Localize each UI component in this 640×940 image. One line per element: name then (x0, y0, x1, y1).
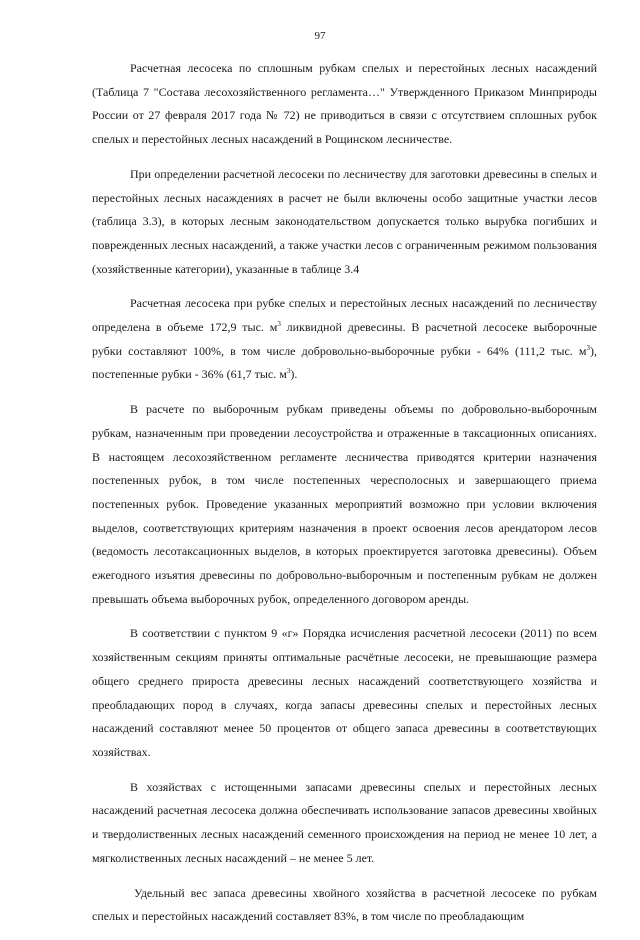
page-number: 97 (314, 30, 326, 42)
paragraph-7: Удельный вес запаса древесины хвойного хозяйства в расчетной лесосеке по рубкам спелых и перестойных насаждений составляет 83%, в том числе по преобладающим (92, 885, 597, 924)
paragraph-3-text: Расчетная лесосека при рубке спелых и перестойных лесных насаждений по лесничеству определена в объеме 172,9 тыс. м (92, 296, 597, 335)
paragraph-3-text: ). (290, 367, 298, 382)
paragraph-3-text: ликвидной древесины. В расчетной лесосеке выборочные рубки составляют 100%, в том числе добровольно-выборочные рубки - 64% (111,2 тыс. м (92, 320, 597, 358)
paragraph-3 (92, 292, 597, 387)
superscript-cube: 3 (586, 343, 590, 352)
superscript-cube: 3 (277, 320, 281, 329)
paragraph-5: В соответствии с пунктом 9 «г» Порядка исчисления расчетной лесосеки (2011) по всем хозяйственным секциям приняты оптимальные расчётные лесосеки, не превышающие размера общего среднего прироста древесины лесных насаждений соответствующего хозяйства и преобладающих пород в случаях, когда запасы древесины спелых и перестойных лесных насаждений составляют менее 50 процентов от общего запаса древесины в соответствующих хозяйствах. (92, 626, 597, 759)
superscript-cube: 3 (286, 367, 291, 376)
paragraph-4: В расчете по выборочным рубкам приведены объемы по добровольно-выборочным рубкам, назначенным при проведении лесоустройства и отраженные в таксационных описаниях. В настоящем лесохозяйственном регламенте лесничества приводятся критерии назначения постепенных рубок, в том числе постепенных чересполосных и завершающего приема постепенных рубок. Проведение указанных мероприятий возможно при условии включения выделов, соответствующих критериям назначения в проект освоения лесов арендатором лесов (ведомость лесотаксационных выделов, в которых проектируется заготовка древесины). Объем ежегодного изъятия древесины по добровольно-выборочным и постепенным рубкам не должен превышать объема выборочных рубок, определенного договором аренды. (92, 402, 597, 606)
paragraph-6: В хозяйствах с истощенными запасами древесины спелых и перестойных лесных насаждений расчетная лесосека должна обеспечивать использование запасов древесины хвойных и твердолиственных лесных насаждений семенного происхождения на период не менее 10 лет, а мягколиственных лесных насаждений – не менее 5 лет. (92, 779, 597, 865)
paragraph-1: Расчетная лесосека по сплошным рубкам спелых и перестойных лесных насаждений (Таблица 7 "Состава лесохозяйственного регламента…" Утвержденного Приказом Минприроды России от 27 февраля 2017 года № 72) не приводиться в связи с отсутствием сплошных рубок спелых и перестойных лесных насаждений в Рощинском лесничестве. (92, 61, 597, 147)
paragraph-2: При определении расчетной лесосеки по лесничеству для заготовки древесины в спелых и перестойных лесных насаждениях в расчет не были включены особо защитные участки лесов (таблица 3.3), в которых лесным законодательством допускается только вырубка погибших и поврежденных лесных насаждений, а также участки лесов с ограниченным режимом пользования (хозяйственные категории), указанные в таблице 3.4 (92, 166, 597, 276)
paragraph-3-text: ), постепенные рубки - 36% (61,7 тыс. м (92, 343, 597, 382)
page-content (92, 57, 597, 940)
